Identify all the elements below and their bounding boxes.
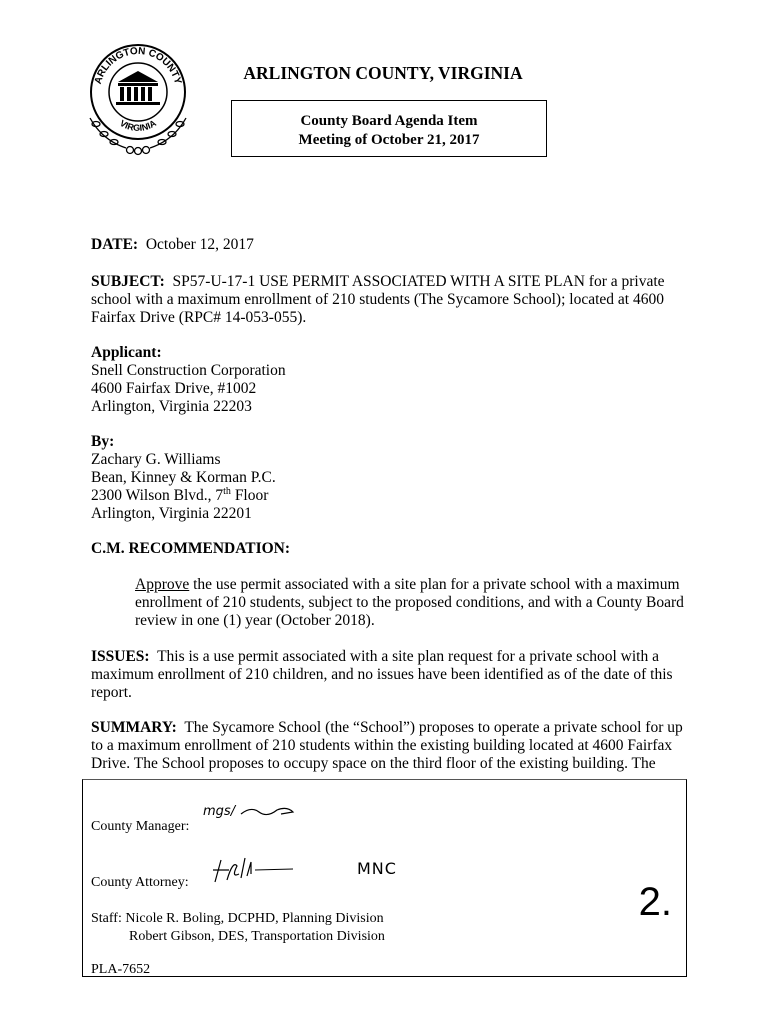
applicant-label: Applicant: bbox=[91, 344, 162, 361]
by-label: By: bbox=[91, 433, 115, 450]
agenda-item-box bbox=[231, 100, 547, 157]
recommendation-text: Approve the use permit associated with a site plan for a private school with a maximum enrollment of 210 students, subject to the proposed conditions, and with a County Board review in one (1) year (October 2018). bbox=[135, 576, 684, 629]
applicant-city: Arlington, Virginia 22203 bbox=[91, 398, 252, 415]
applicant-address: 4600 Fairfax Drive, #1002 bbox=[91, 380, 257, 397]
county-manager-signature bbox=[201, 800, 301, 822]
staff-line1: Staff: Nicole R. Boling, DCPHD, Planning Division bbox=[91, 911, 384, 926]
reference-number: PLA-7652 bbox=[91, 962, 151, 977]
approve-word: Approve bbox=[135, 576, 190, 593]
applicant-section bbox=[91, 344, 681, 416]
county-attorney-signature bbox=[207, 852, 297, 888]
issues-section: ISSUES: This is a use permit associated with a site plan request for a private school with a maximum enrollment of 210 children, and no issues have been identified as of the date of this report. bbox=[91, 648, 673, 701]
county-seal bbox=[82, 40, 194, 160]
subject-text-line2: school with a maximum enrollment of 210 students (The Sycamore School); located at 4600 bbox=[91, 291, 664, 308]
staff-line2: Robert Gibson, DES, Transportation Division bbox=[129, 929, 385, 944]
recommendation-label: C.M. RECOMMENDATION: bbox=[91, 540, 291, 557]
county-manager-label: County Manager: bbox=[91, 819, 190, 834]
subject-section bbox=[91, 273, 681, 327]
agenda-item-label: County Board Agenda Item bbox=[300, 113, 478, 129]
meeting-date: Meeting of October 21, 2017 bbox=[298, 132, 480, 148]
date-label: DATE: bbox=[91, 236, 139, 253]
signature-box bbox=[82, 779, 687, 977]
subject-text-line1: SP57-U-17-1 USE PERMIT ASSOCIATED WITH A SITE PLAN for a private bbox=[172, 273, 665, 290]
date-line bbox=[91, 236, 681, 254]
svg-text:ARLINGTON COUNTY: ARLINGTON COUNTY bbox=[92, 45, 184, 86]
applicant-name: Snell Construction Corporation bbox=[91, 362, 286, 379]
summary-label: SUMMARY: bbox=[91, 719, 177, 736]
svg-text:mgs/: mgs/ bbox=[203, 804, 236, 819]
county-attorney-label: County Attorney: bbox=[91, 875, 189, 890]
subject-text-line3: Fairfax Drive (RPC# 14-053-055). bbox=[91, 309, 307, 326]
svg-text:VIRGINIA: VIRGINIA bbox=[118, 117, 158, 133]
by-firm: Bean, Kinney & Korman P.C. bbox=[91, 469, 276, 486]
by-city: Arlington, Virginia 22201 bbox=[91, 505, 252, 522]
by-section bbox=[91, 433, 681, 523]
document-title: ARLINGTON COUNTY, VIRGINIA bbox=[243, 63, 523, 83]
date-value: October 12, 2017 bbox=[145, 236, 254, 253]
subject-label: SUBJECT: bbox=[91, 273, 165, 290]
agenda-item-number: 2. bbox=[638, 880, 672, 924]
by-name: Zachary G. Williams bbox=[91, 451, 221, 468]
issues-label: ISSUES: bbox=[91, 648, 150, 665]
summary-section: SUMMARY: The Sycamore School (the “School”) proposes to operate a private school for up to a maximum enrollment of 210 students within the existing building located at 4600 Fairfax Drive. The School proposes to occupy space on the third floor of the existing building. The bbox=[91, 719, 683, 772]
attorney-initials: MNC bbox=[357, 859, 397, 878]
by-address: 2300 Wilson Blvd., 7th Floor bbox=[91, 485, 269, 504]
